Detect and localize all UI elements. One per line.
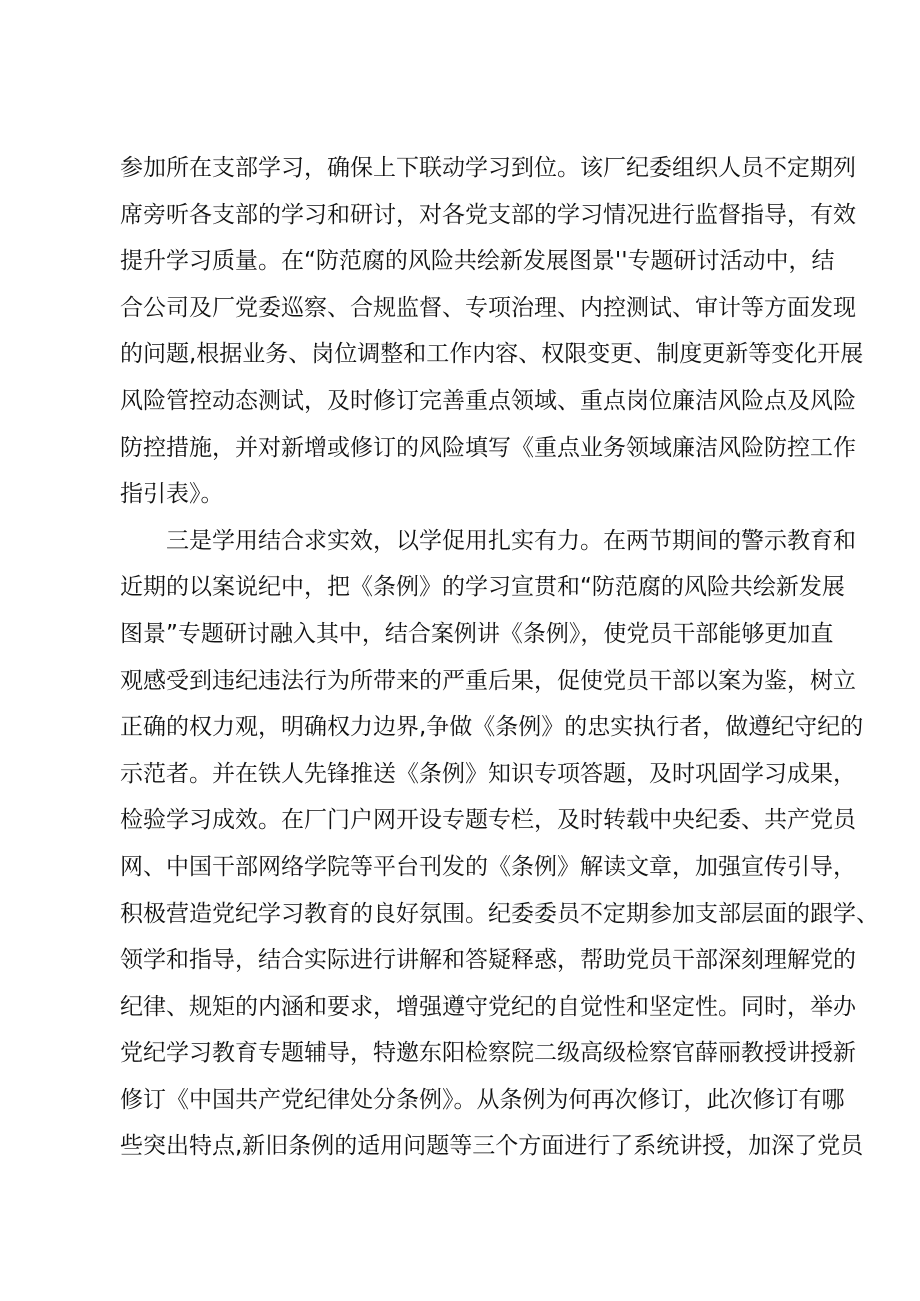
text-line: 近期的以案说纪中，把《条例》的学习宣贯和“防范腐的风险共绘新发展	[120, 574, 845, 601]
text-line: 领学和指导，结合实际进行讲解和答疑释惑，帮助党员干部深刻理解党的	[120, 947, 856, 974]
text-line: 提升学习质量。在“防范腐的风险共绘新发展图景''专题研讨活动中，结	[120, 248, 835, 275]
text-line: 指引表》。	[120, 481, 224, 508]
text-line: 纪律、规矩的内涵和要求，增强遵守党纪的自觉性和坚定性。同时，举办	[120, 993, 856, 1020]
text-line: 图景”专题研讨融入其中，结合案例讲《条例》，使党员干部能够更加直	[120, 620, 834, 647]
body-text	[120, 145, 879, 1170]
text-line: 参加所在支部学习，确保上下联动学习到位。该厂纪委组织人员不定期列	[120, 155, 856, 181]
text-line: 的问题,根据业务、岗位调整和工作内容、权限变更、制度更新等变化开展	[120, 341, 864, 368]
text-line: 党纪学习教育专题辅导，特邀东阳检察院二级高级检察官薛丽教授讲授新	[120, 1040, 856, 1067]
text-line: 席旁听各支部的学习和研讨，对各党支部的学习情况进行监督指导，有效	[120, 201, 856, 228]
text-line: 防控措施，并对新增或修订的风险填写《重点业务领域廉洁风险防控工作	[120, 434, 856, 461]
text-line: 示范者。并在铁人先锋推送《条例》知识专项答题，及时巩固学习成果，	[120, 760, 856, 787]
text-line: 正确的权力观，明确权力边界,争做《条例》的忠实执行者，做遵纪守纪的	[120, 714, 864, 741]
text-line: 修订《中国共产党纪律处分条例》。从条例为何再次修订，此次修订有哪	[120, 1086, 845, 1113]
text-line: 网、中国干部网络学院等平台刊发的《条例》解读文章，加强宣传引导，	[120, 853, 856, 880]
text-line: 风险管控动态测试，及时修订完善重点领域、重点岗位廉洁风险点及风险	[120, 387, 856, 414]
text-line: 观感受到违纪违法行为所带来的严重后果，促使党员干部以案为鉴，树立	[120, 667, 856, 694]
paragraph-start-line: 三是学用结合求实效，以学促用扎实有力。在两节期间的警示教育和	[166, 527, 856, 554]
text-line: 检验学习成效。在厂门户网开设专题专栏，及时转载中央纪委、共产党员	[120, 807, 856, 834]
text-line: 合公司及厂党委巡察、合规监督、专项治理、内控测试、审计等方面发现	[120, 294, 856, 321]
text-line: 些突出特点,新旧条例的适用问题等三个方面进行了系统讲授，加深了党员	[120, 1133, 864, 1160]
text-line: 积极营造党纪学习教育的良好氛围。纪委委员不定期参加支部层面的跟学、	[120, 900, 879, 927]
